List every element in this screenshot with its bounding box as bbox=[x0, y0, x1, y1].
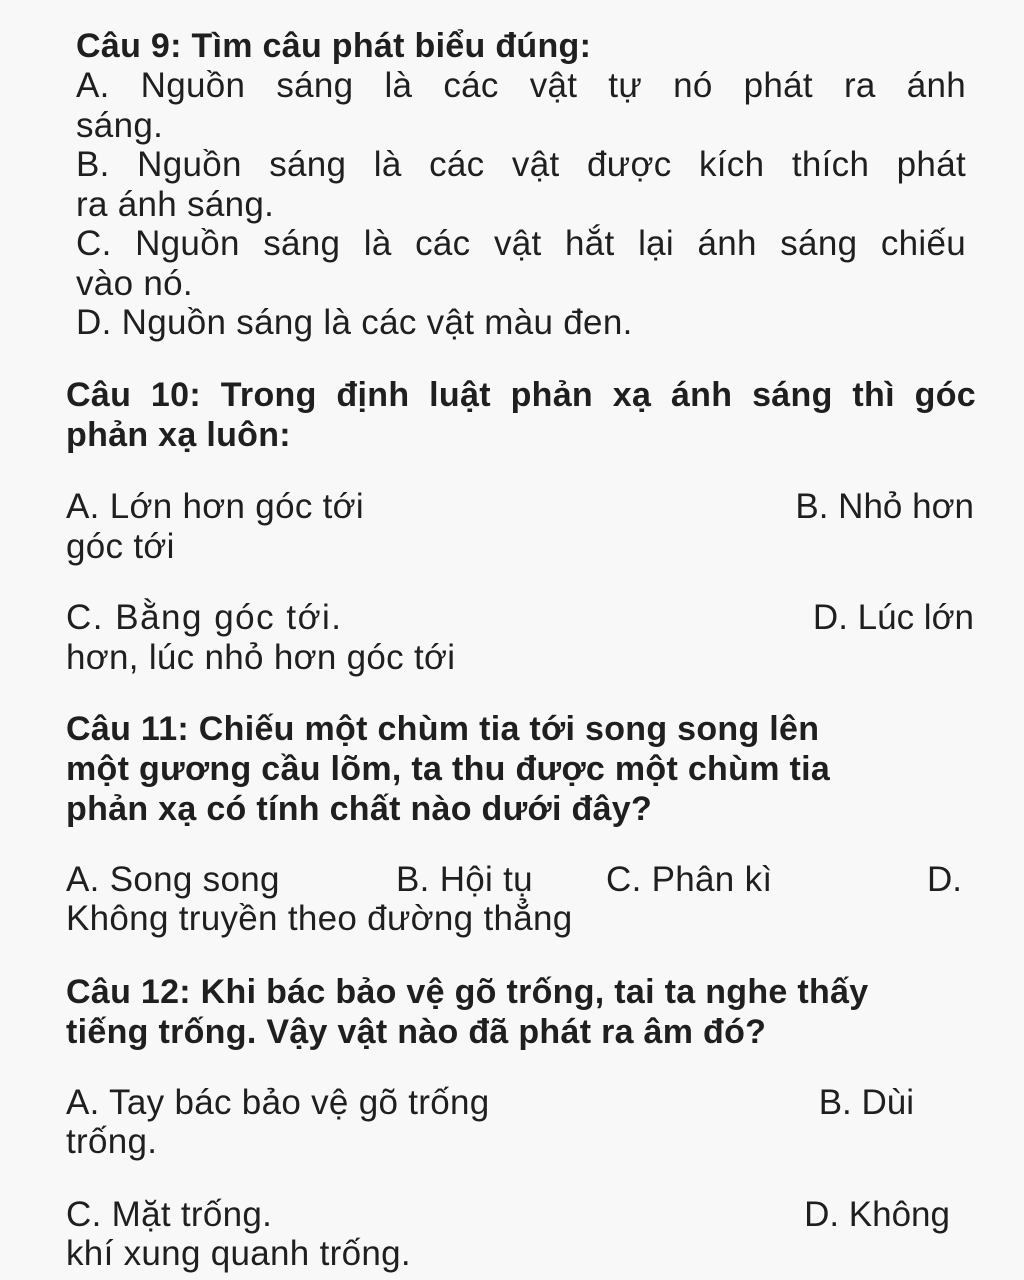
question-12-option-a: A. Tay bác bảo vệ gõ trống bbox=[66, 1083, 490, 1122]
question-12-option-d-cont: khí xung quanh trống. bbox=[66, 1234, 411, 1273]
question-12-option-b: B. Dùi bbox=[818, 1083, 914, 1122]
question-10-option-b-cont: góc tới bbox=[66, 527, 175, 566]
question-10-title-cont: phản xạ luôn: bbox=[66, 416, 291, 454]
question-12-title-cont: tiếng trống. Vậy vật nào đã phát ra âm đó? bbox=[66, 1013, 767, 1051]
question-9-title: Câu 9: Tìm câu phát biểu đúng: bbox=[76, 27, 592, 65]
question-11-title: Câu 11: Chiếu một chùm tia tới song song lên bbox=[66, 710, 820, 748]
question-11-option-c: C. Phân kì bbox=[606, 860, 773, 899]
question-12-option-d: D. Không bbox=[804, 1195, 950, 1234]
question-10-option-c: C. Bằng góc tới. bbox=[66, 598, 343, 637]
question-12-option-b-cont: trống. bbox=[66, 1122, 158, 1161]
question-9-option-a: A. Nguồn sáng là các vật tự nó phát ra ánh bbox=[76, 66, 966, 105]
question-11-title-line-3: phản xạ có tính chất nào dưới đây? bbox=[66, 790, 653, 828]
question-9-option-d: D. Nguồn sáng là các vật màu đen. bbox=[76, 303, 633, 342]
question-9-option-b: B. Nguồn sáng là các vật được kích thích phát bbox=[76, 145, 966, 184]
question-9-option-c-cont: vào nó. bbox=[76, 264, 193, 303]
question-11-option-b: B. Hội tụ bbox=[396, 860, 533, 899]
question-11-option-d: D. bbox=[927, 860, 962, 899]
question-10-option-d-cont: hơn, lúc nhỏ hơn góc tới bbox=[66, 638, 456, 677]
question-12-title: Câu 12: Khi bác bảo vệ gõ trống, tai ta nghe thấy bbox=[66, 973, 869, 1011]
question-9-option-a-cont: sáng. bbox=[76, 106, 164, 145]
question-11-option-a: A. Song song bbox=[66, 860, 280, 899]
question-10-option-d: D. Lúc lớn bbox=[812, 598, 974, 637]
question-10-option-b: B. Nhỏ hơn bbox=[795, 487, 974, 526]
question-10-option-a: A. Lớn hơn góc tới bbox=[66, 487, 365, 526]
question-11-option-d-cont: Không truyền theo đường thẳng bbox=[66, 899, 573, 938]
question-11-title-line-2: một gương cầu lõm, ta thu được một chùm tia bbox=[66, 750, 831, 788]
question-9-option-b-cont: ra ánh sáng. bbox=[76, 185, 275, 224]
question-12-option-c: C. Mặt trống. bbox=[66, 1195, 273, 1234]
question-10-title: Câu 10: Trong định luật phản xạ ánh sáng thì góc bbox=[66, 376, 976, 414]
question-9-option-c: C. Nguồn sáng là các vật hắt lại ánh sáng chiếu bbox=[76, 224, 966, 263]
